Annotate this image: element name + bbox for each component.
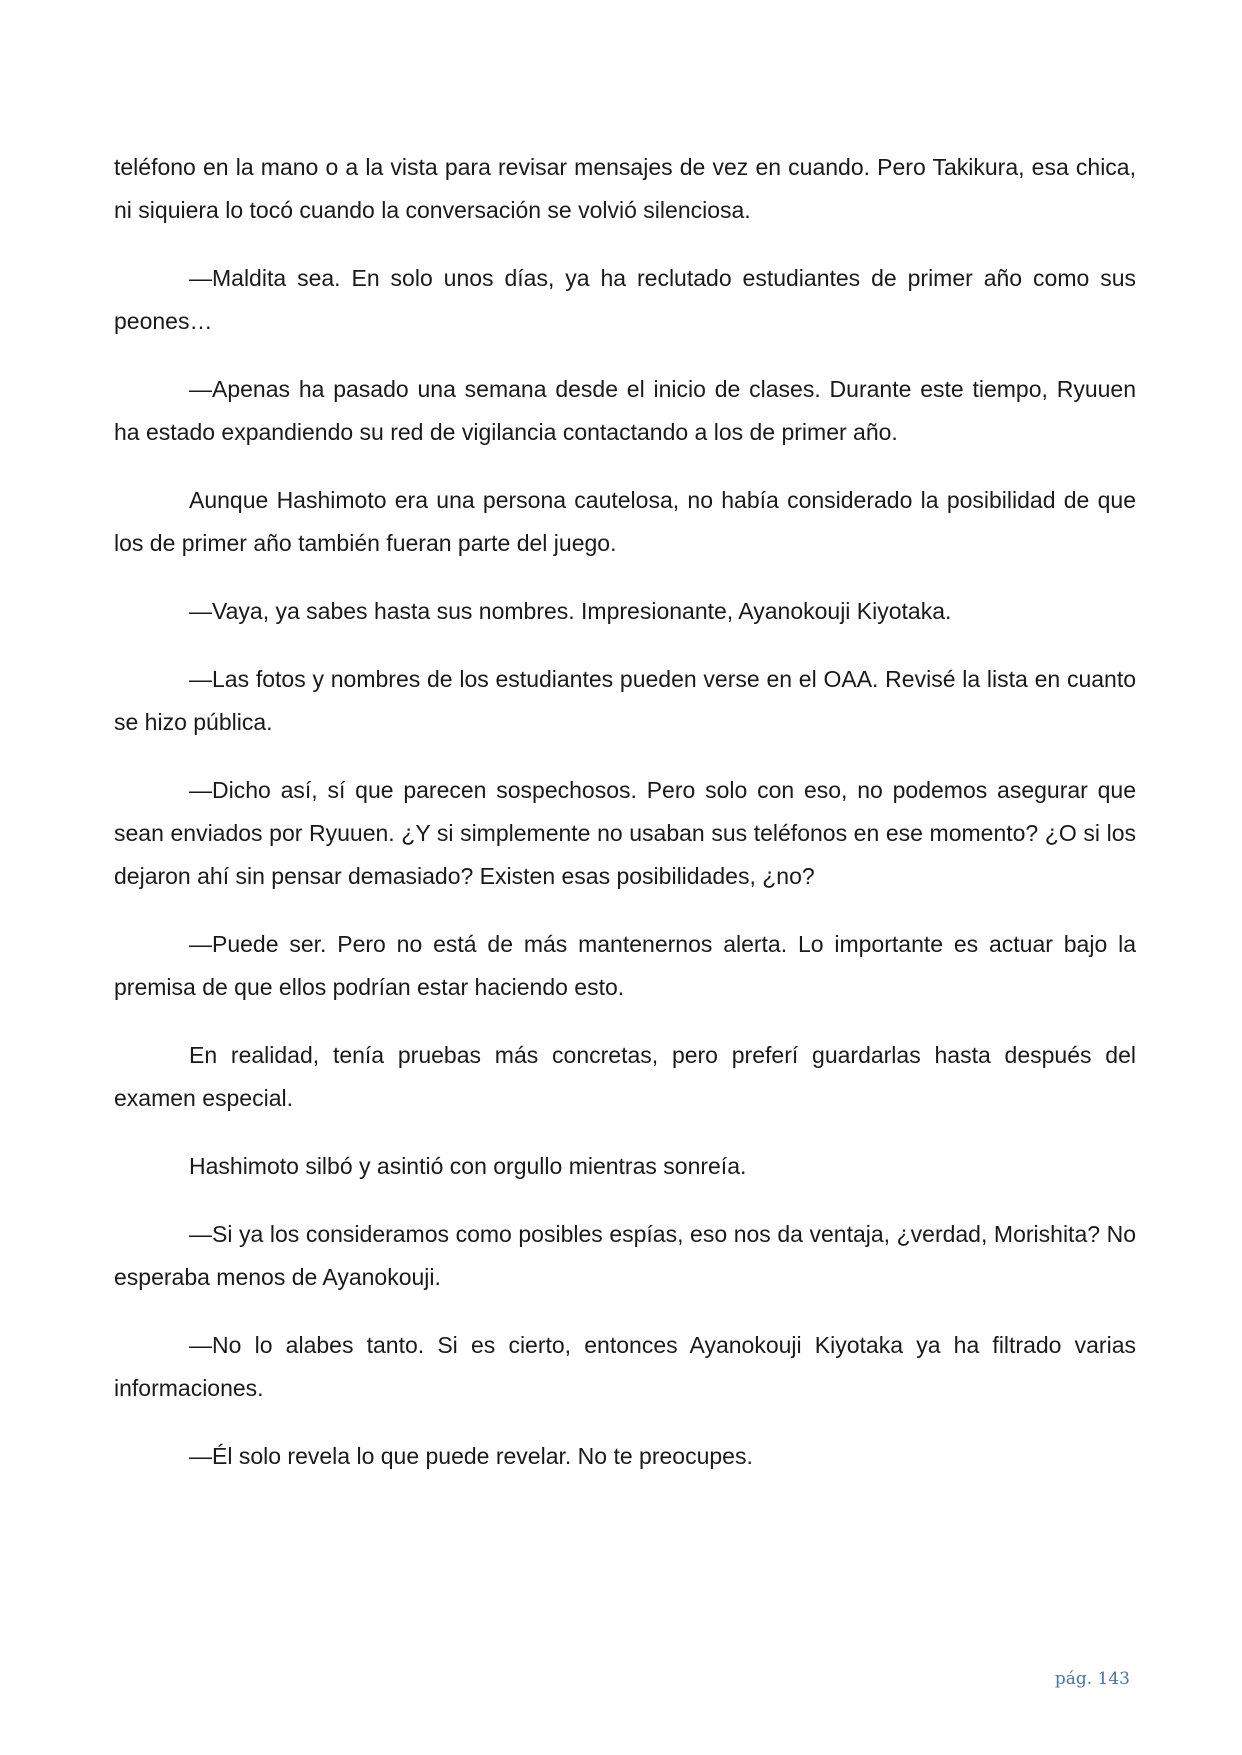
paragraph-2: —Maldita sea. En solo unos días, ya ha reclutado estudiantes de primer año como sus peones… [114, 265, 1136, 334]
paragraph-10: Hashimoto silbó y asintió con orgullo mientras sonreía. [189, 1153, 747, 1179]
paragraph-5: —Vaya, ya sabes hasta sus nombres. Impresionante, Ayanokouji Kiyotaka. [189, 598, 952, 624]
paragraph-9: En realidad, tenía pruebas más concretas, pero preferí guardarlas hasta después del examen especial. [114, 1042, 1136, 1111]
page-number: pág. 143 [1054, 1669, 1130, 1689]
paragraph-11: —Si ya los consideramos como posibles espías, eso nos da ventaja, ¿verdad, Morishita? No esperaba menos de Ayanokouji. [114, 1221, 1136, 1290]
paragraph-1: teléfono en la mano o a la vista para revisar mensajes de vez en cuando. Pero Takikura, esa chica, ni siquiera lo tocó cuando la conversación se volvió silenciosa. [114, 154, 1136, 223]
paragraph-7: —Dicho así, sí que parecen sospechosos. Pero solo con eso, no podemos asegurar que sean enviados por Ryuuen. ¿Y si simplemente no usaban sus teléfonos en ese momento? ¿O si los dejaron ahí sin pensar demasiado? Existen esas posibilidades, ¿no? [114, 777, 1136, 889]
paragraph-12: —No lo alabes tanto. Si es cierto, entonces Ayanokouji Kiyotaka ya ha filtrado varias informaciones. [114, 1332, 1136, 1401]
paragraph-8: —Puede ser. Pero no está de más mantenernos alerta. Lo importante es actuar bajo la premisa de que ellos podrían estar haciendo esto. [114, 931, 1136, 1000]
page-body [114, 146, 1136, 1503]
paragraph-3: —Apenas ha pasado una semana desde el inicio de clases. Durante este tiempo, Ryuuen ha estado expandiendo su red de vigilancia contactando a los de primer año. [114, 376, 1136, 445]
paragraph-6: —Las fotos y nombres de los estudiantes pueden verse en el OAA. Revisé la lista en cuanto se hizo pública. [114, 666, 1136, 735]
paragraph-13: —Él solo revela lo que puede revelar. No te preocupes. [189, 1443, 753, 1469]
paragraph-4: Aunque Hashimoto era una persona cautelosa, no había considerado la posibilidad de que los de primer año también fueran parte del juego. [114, 487, 1136, 556]
